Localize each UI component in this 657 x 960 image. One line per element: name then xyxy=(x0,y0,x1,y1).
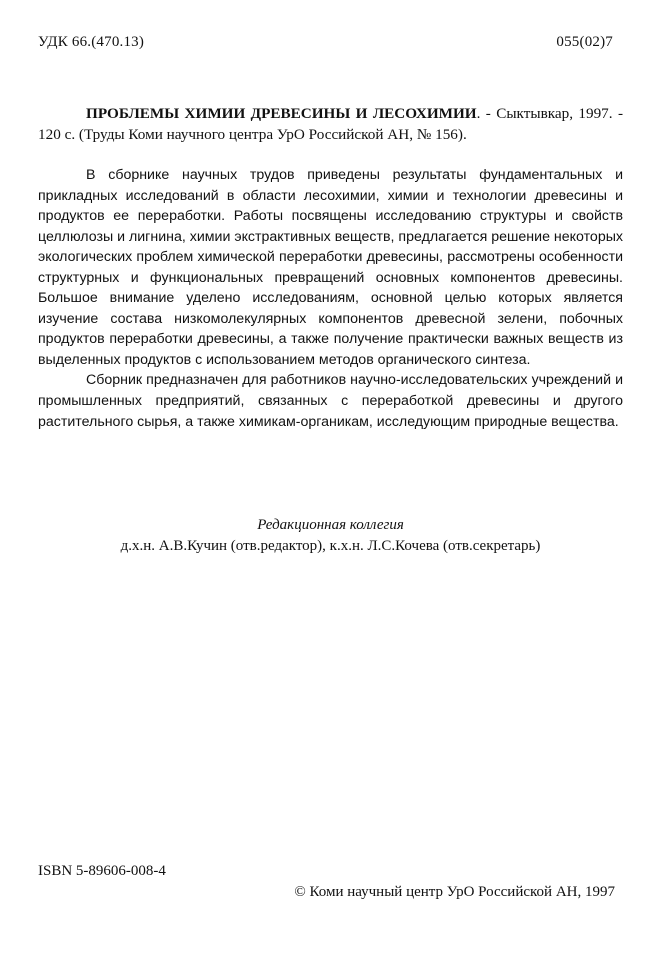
abstract-paragraph: В сборнике научных трудов приведены результаты фундаментальных и прикладных исследований в области лесохимии, химии и технологии древесины и продуктов ее переработки. Работы посвящены исследованию структуры и свойств целлюлозы и лигнина, химии экстрактивных веществ, предлагается решение некоторых экологических проблем химической переработки древесины, рассмотрены особенности структурных и функциональных превращений основных компонентов древесины. Большое внимание уделено исследованиям, основной целью которых является изучение состава низкомолекулярных компонентов древесной зелени, побочных продуктов переработки древесины, а также получение практически важных веществ из выделенных продуктов с использованием методов органического синтеза. xyxy=(38,167,623,368)
isbn: ISBN 5-89606-008-4 xyxy=(38,863,166,879)
abstract-paragraph: Сборник предназначен для работников научно-исследовательских учреждений и промышленных предприятий, связанных с переработкой древесины и другого растительного сырья, а также химикам-органикам, исследующим природные вещества. xyxy=(38,372,623,430)
bibliographic-reference xyxy=(38,103,623,145)
udk-code: УДК 66.(470.13) xyxy=(38,34,145,50)
editorial-board xyxy=(38,515,623,557)
book-title: ПРОБЛЕМЫ ХИМИИ ДРЕВЕСИНЫ И ЛЕСОХИМИИ xyxy=(86,105,477,122)
classification-code: 055(02)7 xyxy=(556,34,613,50)
publication-details: . - Сыктывкар, 1997. - 120 с. (Труды Коми научного центра УрО Российской АН, № 156). xyxy=(38,105,623,143)
editorial-members: д.х.н. А.В.Кучин (отв.редактор), к.х.н. Л.С.Кочева (отв.секретарь) xyxy=(120,538,541,554)
copyright: © Коми научный центр УрО Российской АН, 1997 xyxy=(294,884,615,900)
editorial-heading: Редакционная коллегия xyxy=(257,517,404,533)
abstract xyxy=(38,165,623,432)
